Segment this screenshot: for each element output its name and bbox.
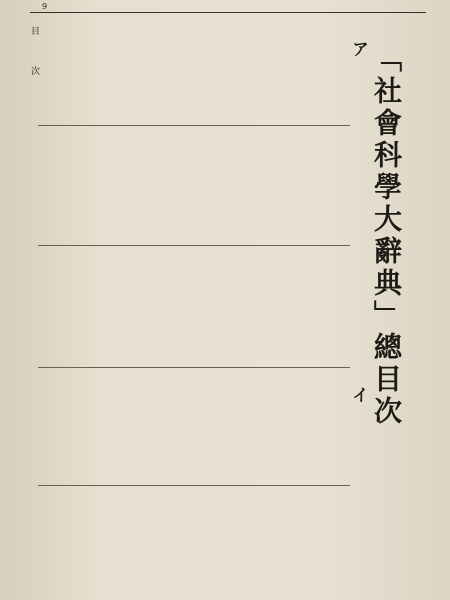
section-kana-a: ア — [348, 40, 368, 57]
running-head: 目 次 — [29, 26, 39, 89]
index-tier-2 — [44, 130, 340, 242]
tier-divider-1 — [38, 125, 350, 126]
index-tier-3 — [44, 250, 340, 364]
header-rule — [30, 12, 426, 13]
tier-divider-3 — [38, 367, 350, 368]
index-tier-1 — [44, 14, 340, 122]
section-kana-i: イ — [348, 386, 368, 403]
index-tier-4 — [44, 372, 340, 482]
page-number: 9 — [42, 2, 48, 11]
tier-divider-4 — [38, 485, 350, 486]
index-title: 「社會科學大辭典」總目次 — [370, 44, 403, 428]
tier-divider-2 — [38, 245, 350, 246]
